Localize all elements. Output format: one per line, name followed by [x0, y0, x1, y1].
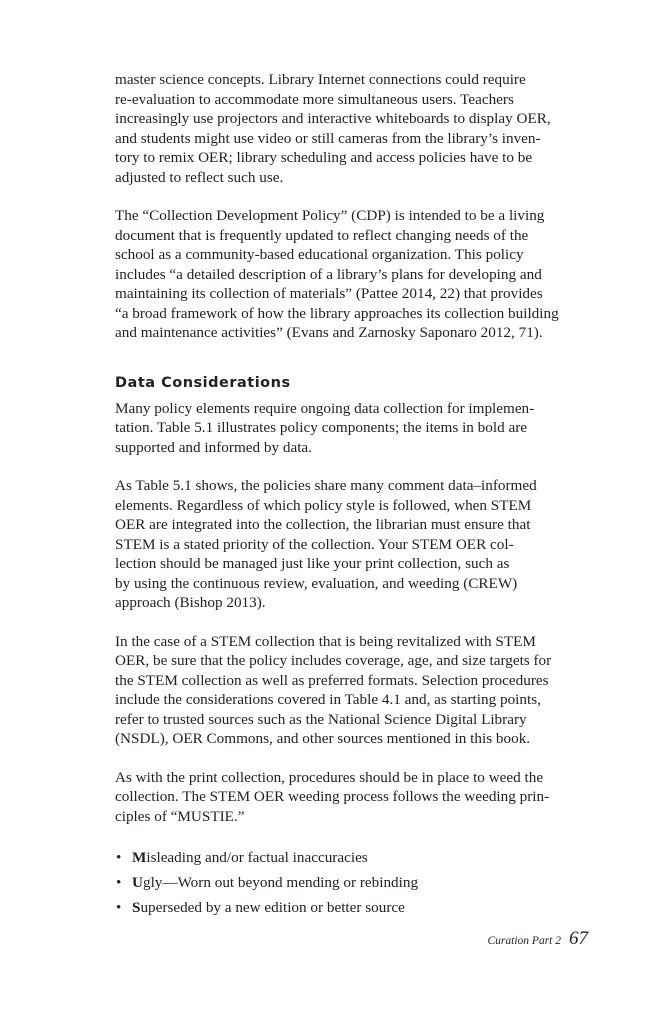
text-line: collection. The STEM OER weeding process follows the weeding prin- — [115, 788, 550, 805]
text-line: As with the print collection, procedures should be in place to weed the — [115, 768, 544, 786]
text-line: re-evaluation to accommodate more simultaneous users. Teachers — [115, 90, 514, 108]
section-heading: Data Considerations — [115, 374, 291, 391]
paragraph — [115, 632, 585, 749]
text-line: supported and informed by data. — [115, 438, 312, 456]
text-line: OER, be sure that the policy includes coverage, age, and size targets for — [115, 652, 552, 669]
text-line: STEM is a stated priority of the collection. Your STEM OER col- — [115, 535, 514, 553]
list-item-text: isleading and/or factual inaccuracies — [146, 849, 368, 866]
mustie-list — [115, 845, 585, 920]
list-item-text: gly—Worn out beyond mending or rebinding — [142, 874, 419, 891]
text-line: the STEM collection as well as preferred formats. Selection procedures — [115, 671, 549, 689]
paragraph — [115, 476, 585, 613]
text-line: tation. Table 5.1 illustrates policy components; the items in bold are — [115, 419, 528, 436]
text-line: lection should be managed just like your print collection, such as — [115, 555, 510, 572]
page-body — [115, 70, 585, 920]
page-number: 67 — [569, 928, 588, 949]
paragraph — [115, 206, 585, 343]
text-line: tory to remix OER; library scheduling and access policies have to be — [115, 149, 533, 166]
paragraph — [115, 70, 585, 187]
list-item-initial: U — [132, 874, 143, 891]
page-footer — [488, 928, 588, 950]
list-item — [115, 895, 585, 920]
text-line: refer to trusted sources such as the National Science Digital Library — [115, 710, 527, 728]
text-line: OER are integrated into the collection, the librarian must ensure that — [115, 516, 531, 533]
text-line: and students might use video or still cameras from the library’s inven- — [115, 129, 541, 147]
text-line: include the considerations covered in Table 4.1 and, as starting points, — [115, 691, 541, 708]
text-line: The “Collection Development Policy” (CDP) is intended to be a living — [115, 207, 545, 224]
text-line: and maintenance activities” (Evans and Zarnosky Saponaro 2012, 71). — [115, 324, 543, 341]
text-line: elements. Regardless of which policy style is followed, when STEM — [115, 496, 532, 514]
bullet-icon: • — [116, 874, 122, 891]
text-line: ciples of “MUSTIE.” — [115, 807, 245, 825]
text-line: document that is frequently updated to reflect changing needs of the — [115, 226, 529, 244]
text-line: master science concepts. Library Internet connections could require — [115, 71, 526, 88]
text-line: (NSDL), OER Commons, and other sources mentioned in this book. — [115, 730, 531, 747]
text-line: In the case of a STEM collection that is being revitalized with STEM — [115, 632, 536, 650]
list-item-initial: M — [132, 849, 147, 866]
bullet-icon: • — [116, 849, 122, 866]
paragraph — [115, 768, 585, 827]
running-footer-section: Curation Part 2 — [487, 935, 561, 947]
bullet-icon: • — [116, 899, 122, 916]
text-line: increasingly use projectors and interactive whiteboards to display OER, — [115, 110, 551, 127]
text-line: “a broad framework of how the library approaches its collection building — [115, 304, 559, 322]
paragraph — [115, 399, 585, 458]
list-item — [115, 845, 585, 870]
list-item-initial: S — [132, 899, 141, 916]
text-line: Many policy elements require ongoing data collection for implemen- — [115, 399, 535, 417]
text-line: by using the continuous review, evaluation, and weeding (CREW) — [115, 574, 518, 592]
text-line: As Table 5.1 shows, the policies share many comment data–informed — [115, 477, 537, 494]
text-line: adjusted to reflect such use. — [115, 168, 284, 186]
text-line: includes “a detailed description of a library’s plans for developing and — [115, 265, 542, 283]
text-line: school as a community-based educational organization. This policy — [115, 246, 524, 263]
list-item-text: uperseded by a new edition or better source — [140, 899, 405, 916]
text-line: maintaining its collection of materials” (Pattee 2014, 22) that provides — [115, 285, 543, 302]
text-line: approach (Bishop 2013). — [115, 594, 266, 611]
list-item — [115, 870, 585, 895]
